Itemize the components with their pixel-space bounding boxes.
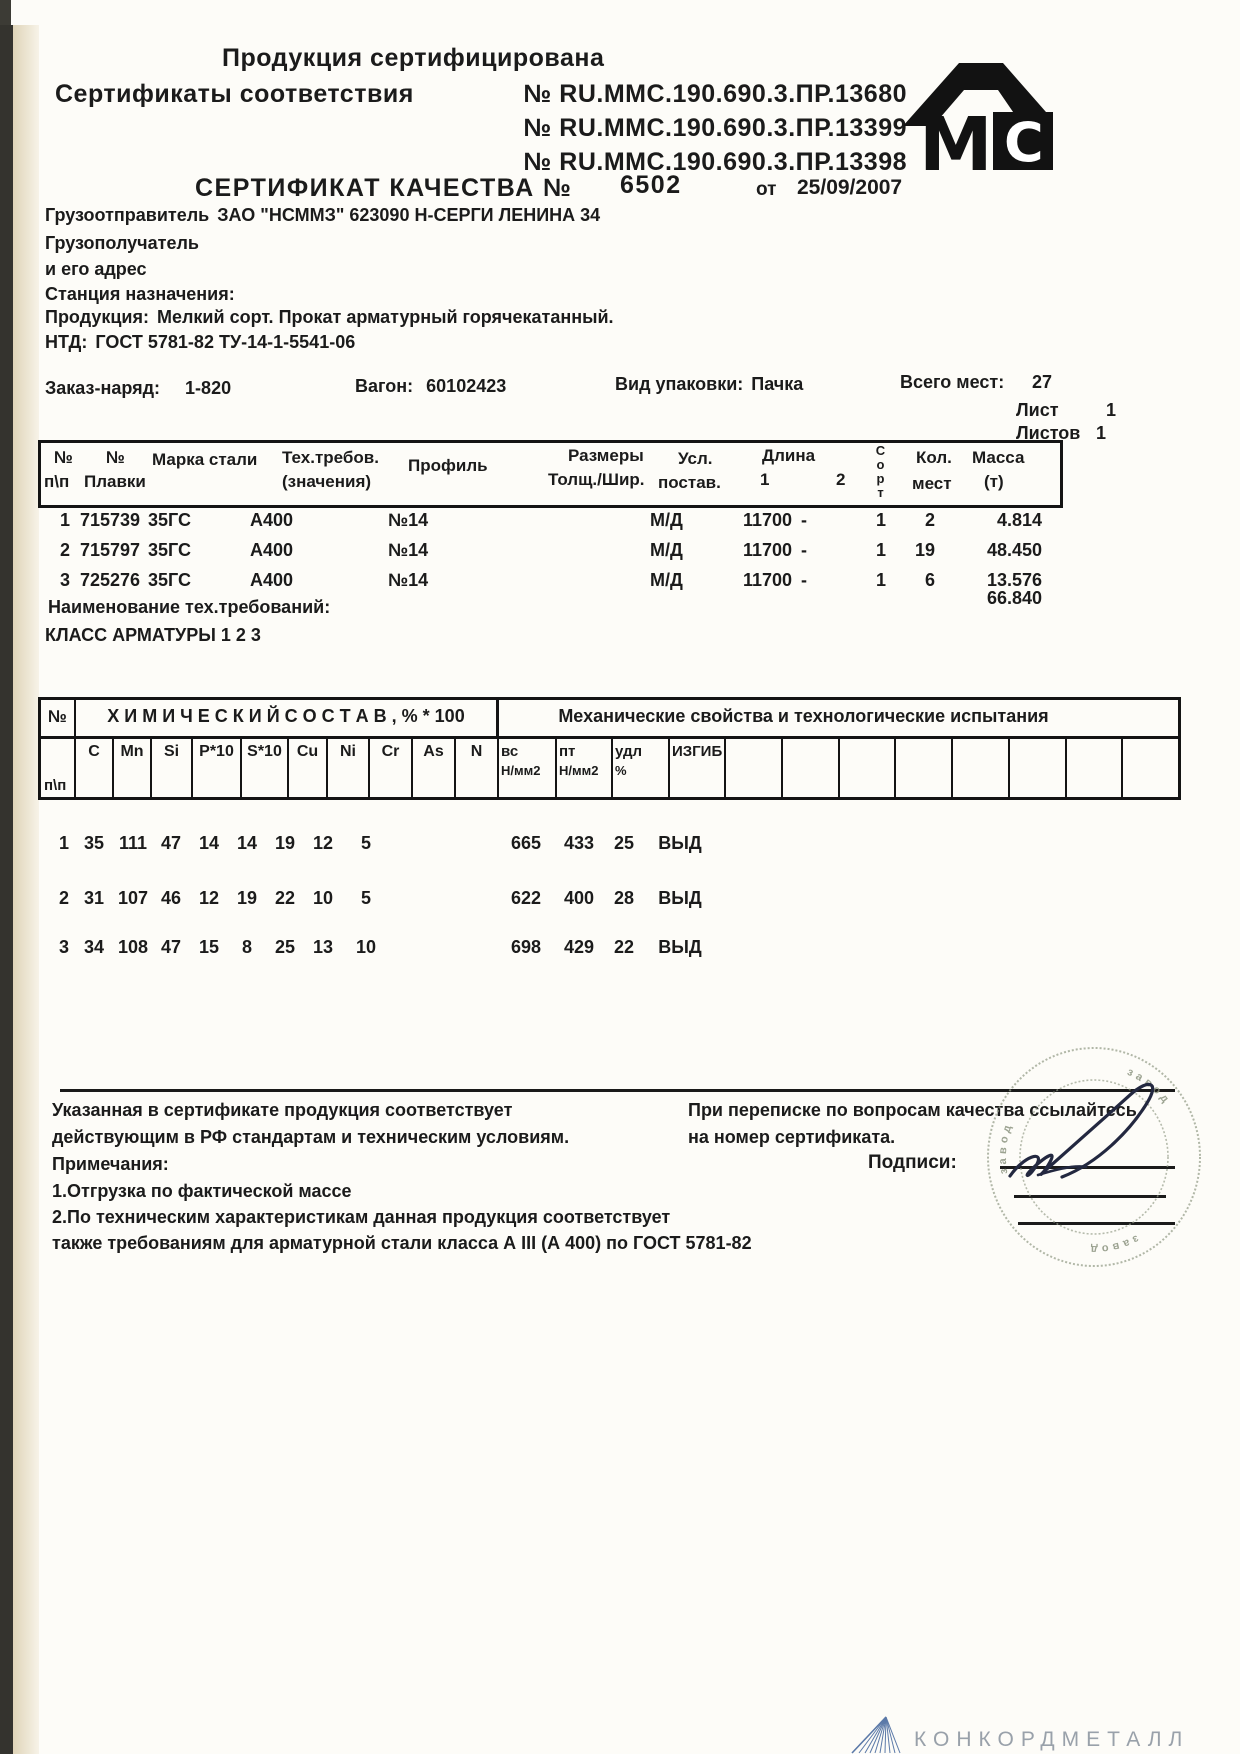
col-C: C [76,739,114,797]
brand-logo-icon [850,1716,906,1754]
cell-sort: 1 [875,570,886,590]
col-length-1: 1 [760,470,770,489]
cell-places: 19 [914,540,935,560]
cell-Si: 46 [160,888,182,908]
cell-Cu: 19 [274,833,296,853]
cell-melt: 725276 [80,570,141,590]
col-size: Размеры [568,446,644,465]
col-vs-label: вс [501,743,519,760]
cell-length: 11700 [743,540,793,560]
col-usl: постав. [658,473,721,492]
cell-grade: 35ГС [148,540,191,560]
cell-melt: 715797 [80,540,141,560]
sheet-label: Лист [1016,400,1059,420]
cell-req: А400 [250,540,294,560]
cell-vs: 665 [510,833,542,853]
empty-col [1123,739,1178,797]
cell-udl: 28 [613,888,635,908]
cell-places: 2 [924,510,935,530]
wagon-label: Вагон: [355,376,414,396]
cell-udl: 25 [613,833,635,853]
cell-length: 11700 [743,510,793,530]
chemistry-table [38,697,1181,800]
cell-izgib: ВЫД [658,937,702,957]
places-value: 27 [1032,372,1053,392]
chem-row [0,937,1240,963]
certificate-title: СЕРТИФИКАТ КАЧЕСТВА № [195,174,573,202]
sheets-value: 1 [1096,423,1107,443]
sheet-info [1016,400,1136,421]
cell-n: 3 [58,937,69,957]
correspondence-note: на номер сертификата. [688,1127,896,1147]
cell-Mn: 111 [118,833,148,853]
cell-n: 1 [58,833,69,853]
packing-value: Пачка [751,374,804,394]
cell-length: 11700 [743,570,793,590]
certificate-title-number: 6502 [620,171,682,199]
cell-mass: 13.576 [986,570,1042,590]
cell-mass: 4.814 [996,510,1042,530]
col-mass: (т) [984,472,1004,491]
svg-text:М: М [919,102,993,174]
certificate-number: № RU.MMC.190.690.3.ПР.13399 [523,114,907,142]
consignor-value: ЗАО "НСММЗ" 623090 Н-СЕРГИ ЛЕНИНА 34 [217,205,601,225]
cell-Mn: 108 [117,937,149,957]
cell-Ni: 12 [312,833,334,853]
cell-sort: 1 [875,510,886,530]
chemistry-table-titles [41,700,1178,739]
cell-S10: 8 [241,937,252,957]
cell-profile: №14 [388,540,429,560]
product-value: Мелкий сорт. Прокат арматурный горячекатанный. [156,307,614,327]
col-izgib: ИЗГИБ [670,739,726,797]
col-grade: Марка стали [152,450,258,469]
col-Cu: Cu [289,739,328,797]
col-udl [613,739,670,797]
packing-type [615,374,803,395]
cell-n: 2 [59,540,70,560]
col-usl: Усл. [678,449,713,468]
cell-profile: №14 [388,510,429,530]
chem-row [0,888,1240,914]
empty-col [726,739,783,797]
cell-C: 34 [83,937,105,957]
col-vs-units: Н/мм2 [501,763,541,778]
col-P10: P*10 [193,739,242,797]
svg-text:завод: завод [1086,1232,1141,1256]
col-melt: № [106,448,125,467]
table-row [0,540,1240,566]
empty-col [783,739,840,797]
product-row [45,307,614,328]
mc-certification-logo-icon [903,60,1055,179]
note-2: 2.По техническим характеристикам данная продукция соответствует [52,1207,671,1227]
product-table-header [38,440,1063,508]
consignee-label: Грузополучатель [45,233,199,253]
svg-text:С: С [1004,111,1044,174]
empty-col [1067,739,1124,797]
col-udl-units: % [615,763,627,778]
cell-n: 3 [59,570,70,590]
total-mass: 66.840 [986,588,1042,608]
cell-Mn: 107 [117,888,149,908]
empty-col [896,739,953,797]
chemistry-table-columns [41,739,1178,797]
cell-Cu: 25 [274,937,296,957]
places-label: Всего мест: [900,372,1005,392]
table-row [0,510,1240,536]
col-S10: S*10 [242,739,289,797]
signatures-label: Подписи: [868,1152,957,1173]
col-profile: Профиль [408,456,488,475]
col-places: мест [912,474,952,493]
cell-udl: 22 [613,937,635,957]
col-places: Кол. [916,448,952,467]
note-2-cont: также требованиям для арматурной стали класса А III (А 400) по ГОСТ 5781-82 [52,1233,752,1253]
cell-profile: №14 [388,570,429,590]
empty-col [953,739,1010,797]
product-label: Продукция: [45,307,149,327]
conformity-statement: действующим в РФ стандартам и техническим условиям. [52,1127,570,1147]
col-vs [499,739,557,797]
cell-Si: 47 [160,937,182,957]
cell-Si: 47 [160,833,182,853]
svg-text:завод: завод [1125,1066,1174,1108]
cell-grade: 35ГС [148,510,191,530]
svg-text:завод: завод [996,1119,1016,1175]
col-pp: п\п [41,739,76,797]
ntd-row [45,332,355,353]
cell-pt: 433 [563,833,595,853]
cell-usl: М/Д [650,570,683,590]
cell-n: 1 [59,510,70,530]
certificate-number: № RU.MMC.190.690.3.ПР.13680 [523,80,907,108]
col-N: N [456,739,499,797]
col-Cr: Cr [370,739,413,797]
cell-req: А400 [250,570,294,590]
cell-izgib: ВЫД [658,833,702,853]
cell-Cr: 10 [355,937,377,957]
certificate-date: 25/09/2007 [797,176,903,199]
notes-label: Примечания: [52,1154,169,1174]
cell-places: 6 [924,570,935,590]
cell-P10: 15 [198,937,220,957]
order-number [45,378,231,399]
col-length-2: 2 [836,470,846,489]
sheet-value: 1 [1106,400,1117,420]
cell-length2: - [801,570,807,590]
cell-Ni: 10 [312,888,334,908]
col-Ni: Ni [328,739,370,797]
cell-n: 2 [58,888,69,908]
cell-Cr: 5 [360,833,371,853]
destination-station-label: Станция назначения: [45,284,235,304]
empty-col [1010,739,1067,797]
cell-S10: 14 [236,833,258,853]
certificate-date-from: от [756,179,777,200]
ntd-value: ГОСТ 5781-82 ТУ-14-1-5541-06 [95,332,356,352]
cell-C: 31 [83,888,105,908]
cell-Cr: 5 [360,888,371,908]
col-no: п\п [44,472,70,491]
col-pt [557,739,613,797]
col-req: Тех.требов. [282,448,379,467]
col-no: № [41,700,76,736]
col-Mn: Mn [114,739,152,797]
cell-grade: 35ГС [148,570,191,590]
cell-S10: 19 [236,888,258,908]
cell-melt: 715739 [80,510,141,530]
mech-properties-title: Механические свойства и технологические испытания [558,706,1049,726]
col-mass: Масса [972,448,1025,467]
cell-izgib: ВЫД [658,888,702,908]
certified-heading: Продукция сертифицирована [222,44,605,72]
consignor-label: Грузоотправитель [45,205,210,225]
wagon-number [355,376,506,397]
cell-length2: - [801,510,807,530]
certificate-number: № RU.MMC.190.690.3.ПР.13398 [523,148,907,176]
cell-pt: 429 [563,937,595,957]
ntd-label: НТД: [45,332,88,352]
cell-Ni: 13 [312,937,334,957]
cell-length2: - [801,540,807,560]
cell-sort: 1 [875,540,886,560]
consignor-row [45,205,600,226]
col-pt-label: пт [559,743,576,760]
order-label: Заказ-наряд: [45,378,161,398]
col-pt-units: Н/мм2 [559,763,599,778]
col-melt: Плавки [84,472,146,491]
col-sort: Сорт [873,443,888,499]
cell-P10: 12 [198,888,220,908]
wagon-value: 60102423 [426,376,507,396]
cell-req: А400 [250,510,294,530]
tech-req-value: КЛАСС АРМАТУРЫ 1 2 3 [45,625,261,645]
tech-req-label: Наименование тех.требований: [48,597,331,617]
empty-col [840,739,897,797]
consignee-address-label: и его адрес [45,259,147,279]
cell-pt: 400 [563,888,595,908]
cell-C: 35 [83,833,105,853]
col-Si: Si [152,739,193,797]
chem-composition-title: Х И М И Ч Е С К И Й С О С Т А В , % * 100 [76,700,499,736]
chem-row [0,833,1240,859]
cell-P10: 14 [198,833,220,853]
col-udl-label: удл [615,743,643,760]
col-As: As [413,739,456,797]
col-req: (значения) [282,472,372,491]
cell-vs: 698 [510,937,542,957]
col-no: № [54,448,73,467]
correspondence-note: При переписке по вопросам качества ссылайтесь [688,1100,1137,1120]
conformity-certificates [55,80,907,182]
conformity-statement: Указанная в сертификате продукция соответствует [52,1100,513,1120]
cell-mass: 48.450 [986,540,1042,560]
packing-label: Вид упаковки: [615,374,744,394]
note-1: 1.Отгрузка по фактической массе [52,1181,352,1201]
handwritten-signature-icon [1010,1084,1153,1177]
total-places [900,372,1060,393]
order-value: 1-820 [185,378,232,398]
cell-Cu: 22 [274,888,296,908]
cell-usl: М/Д [650,510,683,530]
brand-name: КОНКОРДМЕТАЛЛ [914,1728,1190,1751]
sheets-label: Листов [1016,423,1081,443]
cell-usl: М/Д [650,540,683,560]
round-stamp-icon [980,1038,1208,1279]
col-size: Толщ./Шир. [548,470,645,489]
conformity-label: Сертификаты соответствия [55,80,414,108]
cell-vs: 622 [510,888,542,908]
col-length: Длина [762,446,816,465]
